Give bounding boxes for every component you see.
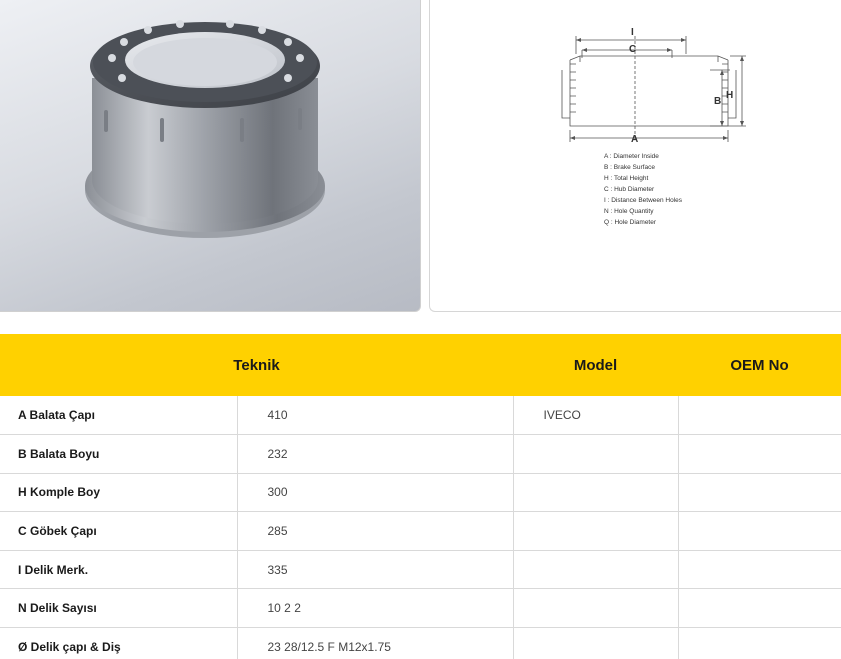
spec-label: N Delik Sayısı	[0, 589, 237, 628]
spec-model: IVECO	[513, 396, 678, 435]
spec-model	[513, 473, 678, 512]
legend-item: A : Diameter Inside	[604, 153, 659, 160]
dim-label-i: I	[631, 27, 634, 38]
legend-item: H : Total Height	[604, 175, 649, 182]
legend-item: Q : Hole Diameter	[604, 219, 657, 226]
spec-value: 410	[237, 396, 513, 435]
spec-oem	[678, 512, 841, 551]
table-row	[0, 550, 841, 589]
spec-model	[513, 550, 678, 589]
spec-oem	[678, 628, 841, 659]
spec-model	[513, 512, 678, 551]
spec-value: 10 2 2	[237, 589, 513, 628]
spec-label: Ø Delik çapı & Diş	[0, 628, 237, 659]
spec-label: A Balata Çapı	[0, 396, 237, 435]
brake-drum-image	[0, 0, 421, 312]
spec-label: B Balata Boyu	[0, 435, 237, 474]
dim-label-a: A	[631, 134, 639, 145]
spec-value: 23 28/12.5 F M12x1.75	[237, 628, 513, 659]
spec-label: H Komple Boy	[0, 473, 237, 512]
spec-model	[513, 435, 678, 474]
diagram-legend	[604, 151, 682, 228]
header-model: Model	[513, 334, 678, 396]
header-oem: OEM No	[678, 334, 841, 396]
legend-item: C : Hub Diameter	[604, 186, 655, 193]
spec-model	[513, 589, 678, 628]
spec-label: C Göbek Çapı	[0, 512, 237, 551]
table-row	[0, 473, 841, 512]
spec-table	[0, 334, 841, 659]
legend-item: N : Hole Quantity	[604, 208, 654, 215]
spec-oem	[678, 435, 841, 474]
table-row	[0, 396, 841, 435]
legend-item: I : Distance Between Holes	[604, 197, 683, 204]
dim-label-h: H	[726, 90, 734, 101]
spec-label: I Delik Merk.	[0, 550, 237, 589]
table-row	[0, 435, 841, 474]
spec-oem	[678, 550, 841, 589]
dim-label-c: C	[629, 44, 637, 55]
table-row	[0, 589, 841, 628]
product-photo	[0, 0, 421, 312]
header-teknik: Teknik	[0, 334, 513, 396]
spec-oem	[678, 396, 841, 435]
legend-item: B : Brake Surface	[604, 164, 655, 171]
spec-value: 300	[237, 473, 513, 512]
spec-oem	[678, 473, 841, 512]
dim-label-b: B	[714, 96, 722, 107]
spec-value: 232	[237, 435, 513, 474]
spec-model	[513, 628, 678, 659]
dimension-diagram	[429, 0, 841, 312]
table-row	[0, 512, 841, 551]
table-header-row	[0, 334, 841, 396]
spec-value: 335	[237, 550, 513, 589]
spec-oem	[678, 589, 841, 628]
drum-cross-section	[430, 0, 841, 150]
spec-value: 285	[237, 512, 513, 551]
table-row	[0, 628, 841, 659]
